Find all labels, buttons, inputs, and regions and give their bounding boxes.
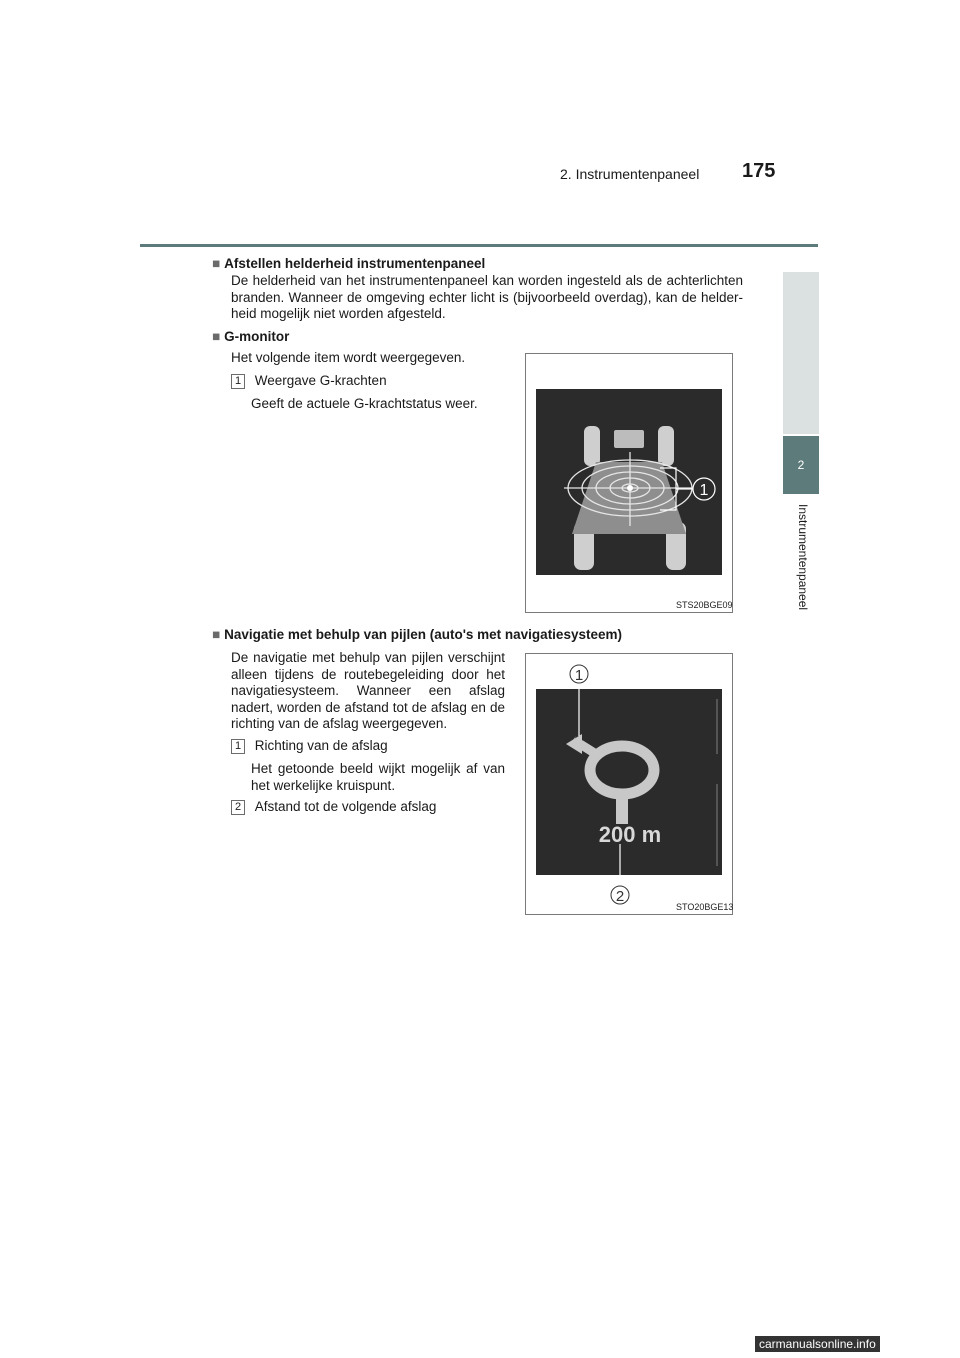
- navigation-item-1-label: Richting van de afslag: [254, 738, 388, 753]
- gmonitor-intro: Het volgende item wordt weergegeven.: [231, 350, 466, 365]
- square-bullet-icon: ■: [212, 627, 221, 642]
- navigation-figure: [525, 653, 733, 915]
- item-number-badge: 2: [231, 800, 245, 815]
- navigation-item-2-label: Afstand tot de volgende afslag: [254, 799, 437, 814]
- chapter-tab: 2: [783, 436, 819, 494]
- navigation-item-1-desc: Het getoonde beeld wijkt mogelijk af van het werkelijke kruispunt.: [251, 761, 505, 793]
- gmonitor-figure-code: STS20BGE09: [676, 600, 733, 610]
- square-bullet-icon: ■: [212, 329, 221, 344]
- distance-readout: 200 m: [598, 822, 662, 847]
- roundabout-arrow-icon: [526, 654, 732, 914]
- navigation-item-2: [231, 799, 436, 816]
- footer-watermark: carmanualsonline.info: [755, 1336, 880, 1352]
- navigation-item-1: [231, 738, 388, 755]
- navigation-intro: De navigatie met behulp van pijlen verschijnt alleen tijdens de routebegeleiding door het navigatiesysteem. Wanneer een afslag nadert, worden de afstand tot de afslag en de richting van de afslag weergegeven.: [231, 650, 505, 731]
- g-force-car-icon: [526, 354, 732, 612]
- navigation-callout-1: 1: [574, 667, 584, 684]
- page-number: 175: [742, 160, 776, 182]
- gmonitor-callout: 1: [699, 482, 709, 499]
- section-heading-gmonitor: ■ G-monitor: [212, 329, 290, 344]
- gmonitor-item-1-desc: Geeft de actuele G-krachtstatus weer.: [251, 396, 478, 411]
- section-heading-brightness: ■ Afstellen helderheid instrumentenpaneel: [212, 256, 486, 271]
- gmonitor-item-1: [231, 373, 387, 390]
- gmonitor-item-1-label: Weergave G-krachten: [254, 373, 387, 388]
- square-bullet-icon: ■: [212, 256, 221, 271]
- header-section-title: 2. Instrumentenpaneel: [560, 166, 700, 182]
- section-heading-navigation: ■ Navigatie met behulp van pijlen (auto's met navigatiesysteem): [212, 627, 622, 642]
- item-number-badge: 1: [231, 374, 245, 389]
- brightness-body: De helderheid van het instrumentenpaneel kan worden ingesteld als de achterlichten branden. Wanneer de omgeving echter licht is (bijvoorbeeld overdag), kan de helder-heid mogelijk niet worden afgesteld.: [231, 273, 743, 321]
- side-tab-background: [783, 272, 819, 434]
- gmonitor-figure: [525, 353, 733, 613]
- header-divider: [140, 244, 818, 247]
- navigation-callout-2: 2: [615, 888, 625, 905]
- navigation-figure-code: STO20BGE13: [676, 902, 734, 912]
- chapter-label: Instrumentenpaneel: [796, 504, 810, 611]
- item-number-badge: 1: [231, 739, 245, 754]
